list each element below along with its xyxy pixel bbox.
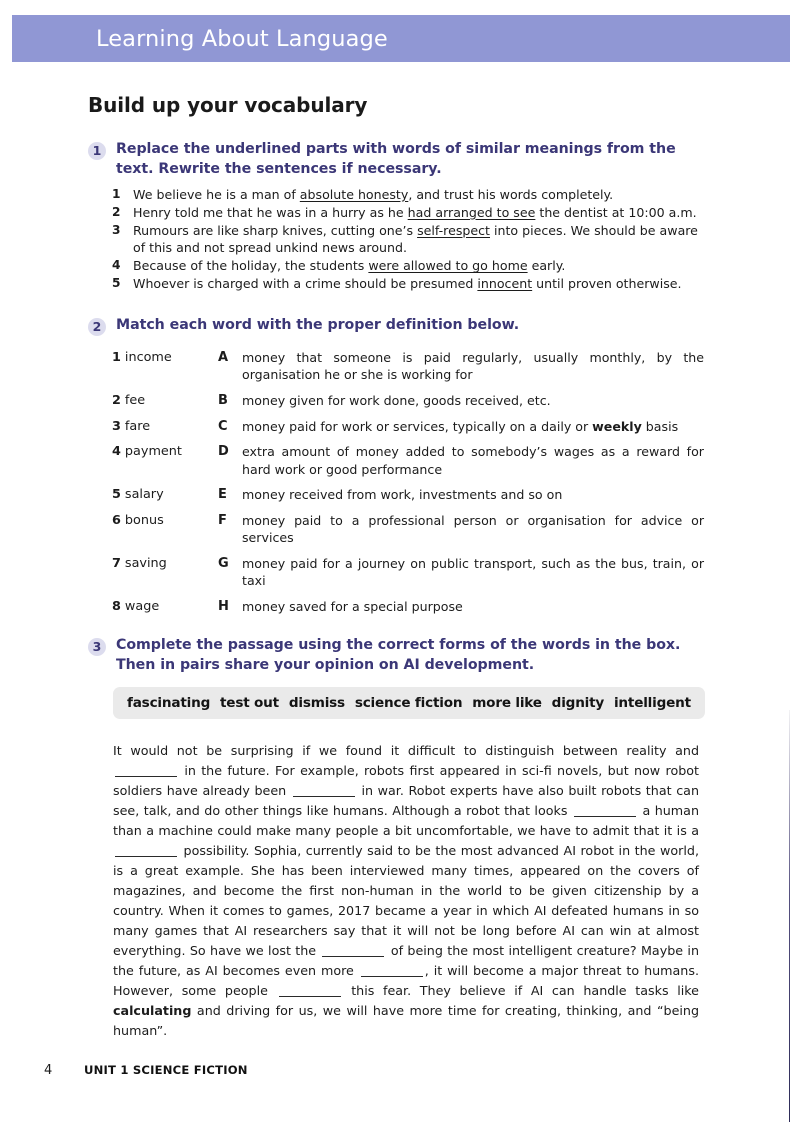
match-word-number: 2 xyxy=(112,392,121,408)
sentence-text-before: We believe he is a man of xyxy=(133,187,300,202)
exercise-3-passage: It would not be surprising if we found it difficult to distinguish between reality and in the future. For example, robots first appeared in sci-fi novels, but now robot soldiers have already been in war. Robot experts have also built robots that can see, talk, and do other things like humans. Although a robot that looks a human than a machine could make many people a bit uncomfortable, we have to admit that it is a possibility. Sophia, currently said to be the most advanced AI robot in the world, is a great example. She has been interviewed many times, appeared on the covers of magazines, and become the first non-human in the world to be given citizenship by a country. When it comes to games, 2017 became a year in which AI defeated humans in so many games that AI researchers say that it will not be long before AI can win at almost everything. So have we lost the of being the most intelligent creature? Maybe in the future, as AI becomes even more , it will become a major threat to humans. However, some people this fear. They believe if AI can handle tasks like calculating and driving for us, we will have more time for creating, thinking, and “being human”. xyxy=(113,743,699,1038)
exercise-1-sentence xyxy=(112,186,712,203)
match-definition-letter: F xyxy=(218,512,227,528)
match-row xyxy=(112,349,712,383)
match-word: wage xyxy=(124,598,160,614)
match-row xyxy=(112,512,712,546)
match-word: salary xyxy=(124,487,164,503)
match-word: saving xyxy=(124,555,167,571)
exercise-1-sentence xyxy=(112,204,712,221)
match-word-number: 7 xyxy=(112,555,121,571)
underlined-phrase: innocent xyxy=(477,276,533,292)
match-definition-letter: B xyxy=(218,392,228,408)
match-row xyxy=(112,392,712,409)
match-definition-letter: A xyxy=(218,350,229,365)
passage-blank[interactable] xyxy=(574,816,636,817)
match-word: bonus xyxy=(124,512,164,528)
page-edge-rule xyxy=(789,710,790,1122)
underlined-phrase: self-respect xyxy=(417,223,490,238)
match-definition-letter: C xyxy=(218,418,228,434)
exercise-3-title: Complete the passage using the correct forms of the words in the box. Then in pairs share your opinion on AI development. xyxy=(116,637,681,673)
match-row xyxy=(112,486,712,503)
footer-page-number: 4 xyxy=(44,1063,53,1078)
match-definition-text: money paid for a journey on public transport, such as the bus, train, or taxi xyxy=(242,555,704,589)
underlined-phrase: absolute honesty xyxy=(299,187,409,202)
match-word: fee xyxy=(124,392,146,408)
match-word-number: 1 xyxy=(112,350,121,365)
sentence-number: 5 xyxy=(112,276,121,291)
match-word-number: 6 xyxy=(112,512,121,528)
sentence-text-before: Henry told me that he was in a hurry as he xyxy=(133,205,408,220)
match-row xyxy=(112,598,712,615)
match-word-number: 3 xyxy=(112,418,121,434)
footer-unit-label: UNIT 1 SCIENCE FICTION xyxy=(84,1063,248,1077)
match-row xyxy=(112,443,712,477)
underlined-phrase: had arranged to see xyxy=(407,205,536,220)
sentence-text-after: , and trust his words completely. xyxy=(408,187,614,202)
passage-blank[interactable] xyxy=(115,856,177,857)
match-definition-letter: D xyxy=(218,444,229,460)
word-bank-item[interactable]: science fiction xyxy=(354,695,463,711)
word-bank-item[interactable]: test out xyxy=(220,695,279,711)
match-definition-letter: H xyxy=(218,598,229,614)
page-title: Learning About Language xyxy=(96,25,388,52)
page-header-banner xyxy=(12,15,790,62)
passage-blank[interactable] xyxy=(293,796,355,797)
passage-blank[interactable] xyxy=(361,976,423,977)
match-definition-letter: G xyxy=(218,555,229,571)
exercise-2-matching-list xyxy=(112,349,712,623)
exercise-2-number-badge: 2 xyxy=(88,318,106,336)
match-word-cell xyxy=(112,392,218,409)
match-word-number: 4 xyxy=(112,444,121,460)
passage-blank[interactable] xyxy=(322,956,384,957)
sentence-text-after: early. xyxy=(527,258,566,274)
sentence-text-after: into pieces. We should be aware of this and not spread unkind news around. xyxy=(133,223,698,256)
sentence-text-before: Whoever is charged with a crime should be presumed xyxy=(133,276,478,292)
exercise-1-sentence xyxy=(112,257,712,274)
exercise-1-sentence-list xyxy=(112,186,712,293)
sentence-text-before: Because of the holiday, the students xyxy=(133,258,369,274)
word-bank-item[interactable]: fascinating xyxy=(127,695,211,711)
match-word: payment xyxy=(124,444,182,460)
sentence-number: 3 xyxy=(112,223,121,237)
definition-bold-term: weekly xyxy=(592,418,642,434)
match-definition-text: money paid for work or services, typically on a daily or weekly basis xyxy=(242,418,679,434)
match-word: income xyxy=(124,350,172,365)
exercise-2-title: Match each word with the proper definition below. xyxy=(116,317,520,333)
exercise-1-sentence xyxy=(112,222,712,257)
passage-bold-term: calculating xyxy=(113,1003,192,1018)
match-definition-text: money paid to a professional person or organisation for advice or services xyxy=(242,512,704,546)
match-word: fare xyxy=(124,418,151,434)
match-word-cell xyxy=(112,512,218,529)
sentence-text-after: until proven otherwise. xyxy=(532,276,682,292)
match-row xyxy=(112,418,712,435)
exercise-1-number-badge: 1 xyxy=(88,142,106,160)
word-bank-item[interactable]: intelligent xyxy=(613,695,691,711)
match-word-number: 5 xyxy=(112,487,121,503)
match-row xyxy=(112,555,712,589)
exercise-1-title: Replace the underlined parts with words of similar meanings from the text. Rewrite the sentences if necessary. xyxy=(116,141,676,177)
underlined-phrase: were allowed to go home xyxy=(368,258,528,274)
exercise-2-heading xyxy=(88,316,700,336)
match-word-cell xyxy=(112,598,218,615)
match-word-cell xyxy=(112,555,218,572)
word-bank-box xyxy=(113,687,705,719)
word-bank-item[interactable]: dignity xyxy=(551,695,605,711)
match-definition-text: money saved for a special purpose xyxy=(242,598,463,614)
match-definition-text: money that someone is paid regularly, usually monthly, by the organisation he or she is working for xyxy=(242,350,704,383)
match-definition-text: extra amount of money added to somebody’s wages as a reward for hard work or good performance xyxy=(242,444,704,477)
exercise-1-heading xyxy=(88,140,700,179)
sentence-text-before: Rumours are like sharp knives, cutting one’s xyxy=(133,223,418,238)
match-word-cell xyxy=(112,418,218,435)
page-footer xyxy=(44,1063,248,1078)
section-heading: Build up your vocabulary xyxy=(88,93,368,117)
match-word-cell xyxy=(112,443,218,460)
match-word-cell xyxy=(112,349,218,366)
match-definition-text: money received from work, investments and so on xyxy=(242,487,563,503)
word-bank-item[interactable]: more like xyxy=(472,695,542,711)
passage-blank[interactable] xyxy=(115,776,177,777)
match-definition-letter: E xyxy=(218,487,227,503)
sentence-text-after: the dentist at 10:00 a.m. xyxy=(535,205,697,220)
passage-blank[interactable] xyxy=(279,996,341,997)
sentence-number: 1 xyxy=(112,187,121,201)
exercise-1-sentence xyxy=(112,275,712,292)
match-word-number: 8 xyxy=(112,598,121,614)
exercise-3-heading xyxy=(88,636,688,675)
exercise-3-number-badge: 3 xyxy=(88,638,106,656)
word-bank-item[interactable]: dismiss xyxy=(288,695,345,711)
sentence-number: 2 xyxy=(112,205,121,219)
match-word-cell xyxy=(112,486,218,503)
sentence-number: 4 xyxy=(112,258,121,273)
match-definition-text: money given for work done, goods received, etc. xyxy=(242,392,551,408)
